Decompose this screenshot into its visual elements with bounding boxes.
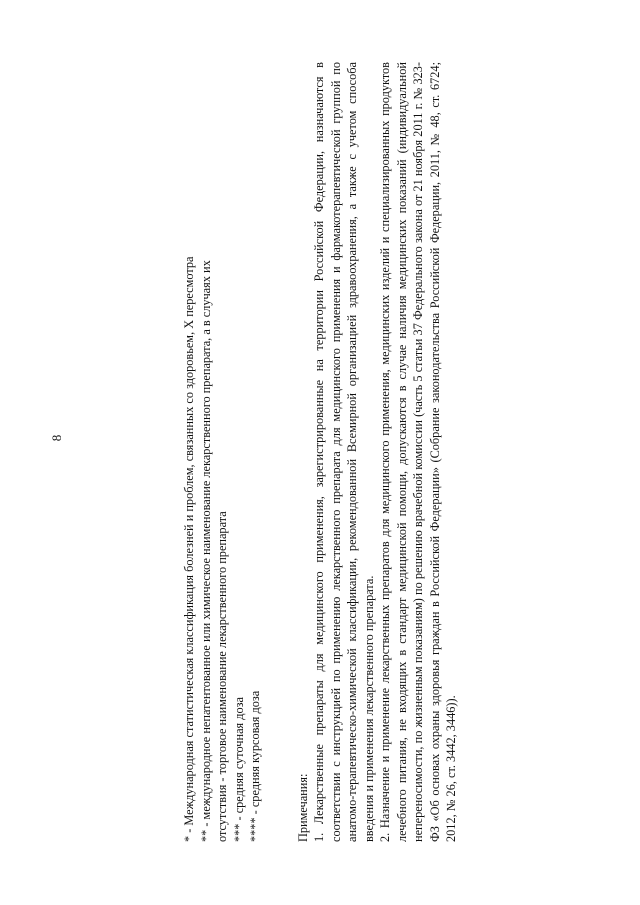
note-item-2: 2. Назначение и применение лекарственных препаратов для медицинского применения, медицинских изделий и специализированных продуктов лечебного питания, не входящих в стандарт медицинской помощи, допускаются в случае наличия медицинских показаний (индивидуальной непереносимости, по жизненным показаниям) по решению врачебной комиссии (часть 5 статьи 37 Федерального закона от 21 ноября 2011 г. № 323-ФЗ «Об основах охраны здоровья граждан в Российской Федерации» (Собрание законодательства Российской Федерации, 2011, № 48, ст. 6724; 2012, № 26, ст. 3442, 3446)). bbox=[377, 62, 458, 842]
legend-line-daily-dose: *** - средняя суточная доза bbox=[231, 697, 246, 842]
notes-title: Примечания: bbox=[295, 773, 310, 842]
page-number: 8 bbox=[49, 434, 64, 442]
legend-line-inn: ** - международное непатентованное или химическое наименование лекарственного препарата, а в случаях их bbox=[198, 260, 213, 842]
notes-section bbox=[294, 62, 459, 842]
legend-line-course-dose: **** - средняя курсовая доза bbox=[247, 690, 262, 842]
legend-line-trade-name: отсутствия - торговое наименование лекарственного препарата bbox=[214, 511, 229, 842]
legend-line-icd: * - Международная статистическая классификация болезней и проблем, связанных со здоровьем, X пересмотра bbox=[181, 256, 196, 842]
note-item-1: 1. Лекарственные препараты для медицинского применения, зарегистрированные на территории Российской Федерации, назначаются в соответствии с инструкцией по применению лекарственного препарата для медицинского применения и фармакотерапевтической группой по анатомо-терапевтическо-химической классификации, рекомендованной Всемирной организацией здравоохранения, а также с учетом способа введения и применения лекарственного препарата. bbox=[311, 62, 376, 842]
abbreviations-legend bbox=[181, 62, 264, 842]
document-body bbox=[181, 62, 460, 842]
